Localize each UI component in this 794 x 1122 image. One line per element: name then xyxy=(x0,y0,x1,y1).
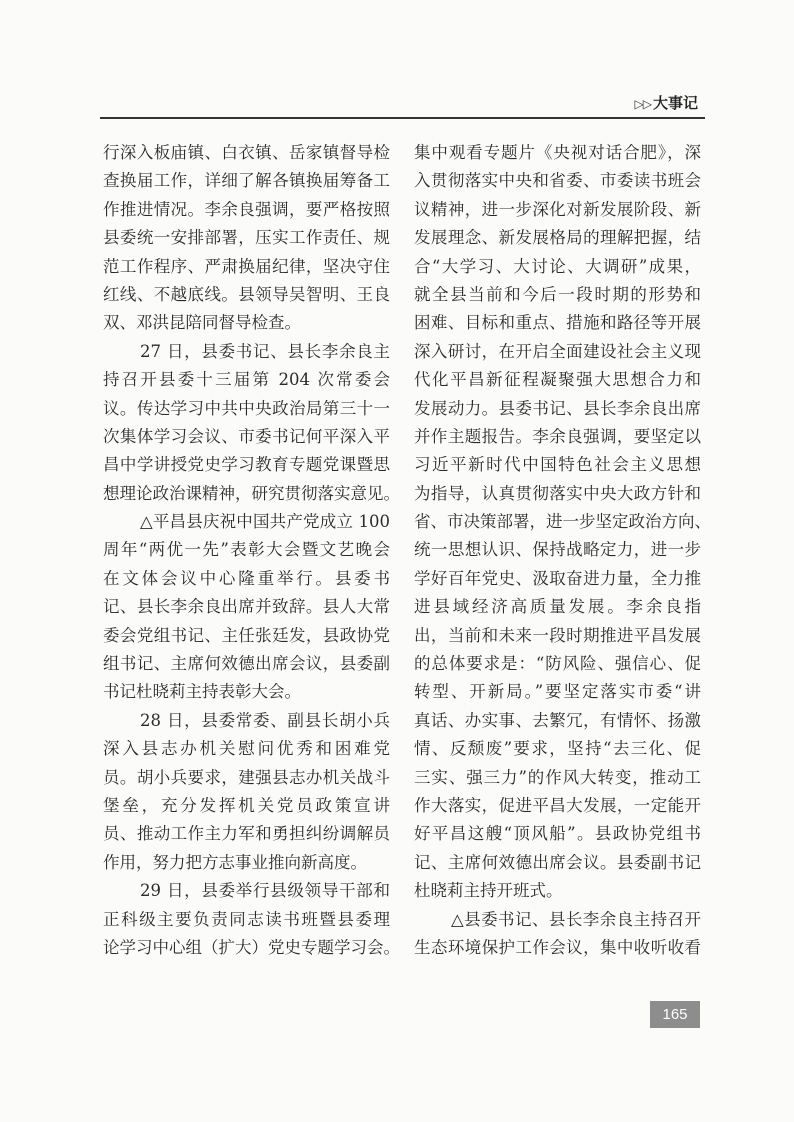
text-line: 想理论政治课精神，研究贯彻落实意见。 xyxy=(103,483,400,503)
text-line: 员、推动工作主力军和勇担纠纷调解员 xyxy=(103,824,390,844)
paragraph xyxy=(103,707,390,877)
text-line: 进县域经济高质量发展。李余良指 xyxy=(414,597,701,617)
text-line: 生态环境保护工作会议，集中收听收看 xyxy=(414,937,701,957)
text-line: 作用，努力把方志事业推向新高度。 xyxy=(103,852,367,872)
double-triangle-icon: ▷▷ xyxy=(634,97,651,111)
text-line: 昌中学讲授党史学习教育专题党课暨思 xyxy=(103,455,390,475)
text-line: 县委统一安排部署，压实工作责任、规 xyxy=(103,228,390,248)
paragraph xyxy=(414,906,701,963)
paragraph xyxy=(103,338,400,508)
text-line: 学好百年党史、汲取奋进力量，全力推 xyxy=(414,568,701,588)
text-line: 真话、办实事、去繁冗，有情怀、扬激 xyxy=(414,710,701,730)
text-line: 红线、不越底线。县领导吴智明、王良 xyxy=(103,284,390,304)
text-line: 习近平新时代中国特色社会主义思想 xyxy=(414,455,701,475)
text-line: 出，当前和未来一段时期推进平昌发展 xyxy=(414,625,701,645)
paragraph xyxy=(414,139,711,906)
text-line: △县委书记、县长李余良主持召开 xyxy=(451,909,701,929)
text-line: 深入研讨，在开启全面建设社会主义现 xyxy=(414,341,701,361)
section-title: 大事记 xyxy=(652,94,698,112)
right-text-column xyxy=(414,139,711,962)
text-line: 委会党组书记、主任张廷发，县政协党 xyxy=(103,625,390,645)
text-line: 困难、目标和重点、措施和路径等开展 xyxy=(414,313,701,333)
text-line: 集中观看专题片《央视对话合肥》，深 xyxy=(414,143,701,162)
text-line: 议。传达学习中共中央政治局第三十一 xyxy=(103,398,390,418)
left-text-column xyxy=(103,139,400,962)
text-line: 在文体会议中心隆重举行。县委书 xyxy=(103,568,390,588)
text-line: 作大落实，促进平昌大发展，一定能开 xyxy=(414,795,701,815)
text-line: 双、邓洪昆陪同督导检查。 xyxy=(103,313,301,333)
text-line: 持召开县委十三届第 204 次常委会 xyxy=(103,370,390,390)
text-line: 29 日，县委举行县级领导干部和 xyxy=(140,881,390,901)
text-line: 合“大学习、大讨论、大调研”成果， xyxy=(414,256,701,276)
text-line: 记、县长李余良出席并致辞。县人大常 xyxy=(103,597,390,617)
text-line: 深入县志办机关慰问优秀和困难党 xyxy=(103,739,390,759)
text-line: 范工作程序、严肃换届纪律，坚决守住 xyxy=(103,256,390,276)
text-line: 堡垒，充分发挥机关党员政策宣讲 xyxy=(103,795,390,815)
text-line: 为指导，认真贯彻落实中央大政方针和 xyxy=(414,483,701,503)
text-line: 情、反颓废”要求，坚持“去三化、促 xyxy=(414,739,701,759)
text-line: 好平昌这艘“顶风船”。县政协党组书 xyxy=(414,824,701,844)
text-line: 统一思想认识、保持战略定力，进一步 xyxy=(414,540,701,560)
text-line: 正科级主要负责同志读书班暨县委理 xyxy=(103,909,390,929)
text-line: △平昌县庆祝中国共产党成立 100 xyxy=(140,512,390,532)
text-line: 并作主题报告。李余良强调，要坚定以 xyxy=(414,426,701,446)
text-line: 论学习中心组（扩大）党史专题学习会。 xyxy=(103,937,400,957)
paragraph xyxy=(103,877,400,962)
text-line: 就全县当前和今后一段时期的形势和 xyxy=(414,284,701,304)
text-line: 组书记、主席何效德出席会议，县委副 xyxy=(103,654,390,674)
text-line: 作推进情况。李余良强调，要严格按照 xyxy=(103,199,390,219)
text-line: 查换届工作，详细了解各镇换届筹备工 xyxy=(103,171,390,191)
text-line: 28 日，县委常委、副县长胡小兵 xyxy=(140,710,390,730)
text-line: 记、主席何效德出席会议。县委副书记 xyxy=(414,852,701,872)
paragraph xyxy=(103,508,390,707)
text-line: 周年“两优一先”表彰大会暨文艺晚会 xyxy=(103,540,390,560)
header-divider xyxy=(100,117,705,119)
text-line: 议精神，进一步深化对新发展阶段、新 xyxy=(414,199,701,219)
text-line: 次集体学习会议、市委书记何平深入平 xyxy=(103,426,390,446)
text-line: 杜晓莉主持开班式。 xyxy=(414,881,563,901)
page-number: 165 xyxy=(650,1001,700,1028)
text-line: 入贯彻落实中央和省委、市委读书班会 xyxy=(414,171,701,191)
text-line: 员。胡小兵要求，建强县志办机关战斗 xyxy=(103,767,390,787)
text-line: 行深入板庙镇、白衣镇、岳家镇督导检 xyxy=(103,143,390,162)
paragraph xyxy=(103,139,390,338)
text-line: 三实、强三力”的作风大转变，推动工 xyxy=(414,767,701,787)
text-line: 书记杜晓莉主持表彰大会。 xyxy=(103,682,301,702)
text-line: 转型、开新局。”要坚定落实市委“讲 xyxy=(414,682,701,702)
text-line: 27 日，县委书记、县长李余良主 xyxy=(140,341,390,361)
text-line: 发展动力。县委书记、县长李余良出席 xyxy=(414,398,701,418)
section-header xyxy=(635,92,698,113)
text-line: 发展理念、新发展格局的理解把握，结 xyxy=(414,228,701,248)
text-line: 的总体要求是：“防风险、强信心、促 xyxy=(414,654,701,674)
text-line: 代化平昌新征程凝聚强大思想合力和 xyxy=(414,370,701,390)
text-line: 省、市决策部署，进一步坚定政治方向、 xyxy=(414,512,711,532)
